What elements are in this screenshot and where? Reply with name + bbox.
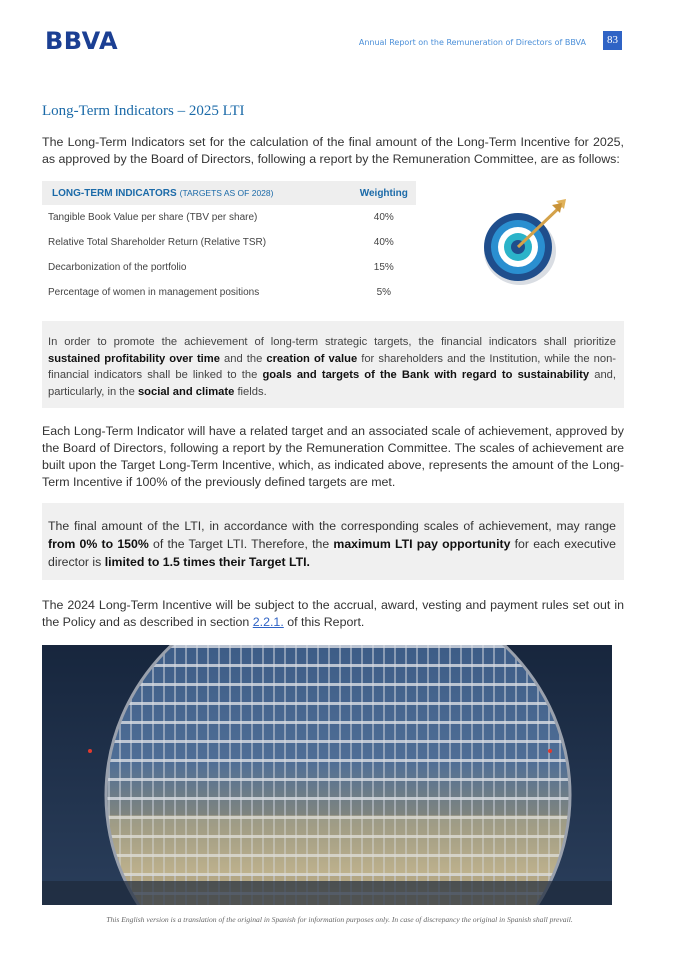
- bbva-logo: [45, 28, 125, 57]
- callout-box-lti-range: [42, 503, 624, 580]
- callout-box-strategic-targets: [42, 321, 624, 408]
- row-label: Relative Total Shareholder Return (Relative TSR): [48, 237, 267, 248]
- target-with-arrow-icon: [482, 195, 572, 290]
- table-row: [42, 280, 416, 305]
- row-label: Percentage of women in management positions: [48, 287, 260, 298]
- section-title: Long-Term Indicators – 2025 LTI: [42, 103, 245, 119]
- section-link[interactable]: 2.2.1.: [252, 615, 284, 629]
- report-title: Annual Report on the Remuneration of Directors of BBVA: [358, 38, 586, 47]
- headquarters-building-photo: [42, 645, 612, 905]
- row-weight: 40%: [373, 212, 394, 223]
- indicators-table: [42, 181, 416, 305]
- row-weight: 40%: [373, 237, 394, 248]
- row-weight: 5%: [376, 287, 392, 298]
- header-sub: (TARGETS AS OF 2028): [179, 187, 274, 198]
- table-row: [42, 255, 416, 280]
- table-row: [42, 230, 416, 255]
- table-row: [42, 205, 416, 230]
- rules-paragraph: The 2024 Long-Term Incentive will be subject to the accrual, award, vesting and payment rules set out in the Policy and as described in section 2.2.1. of this Report.: [42, 598, 624, 629]
- footer-disclaimer: This English version is a translation of the original in Spanish for information purposes only. In case of discrepancy the original in Spanish shall prevail.: [106, 915, 573, 924]
- svg-text:BBVA: BBVA: [45, 28, 119, 52]
- row-label: Decarbonization of the portfolio: [48, 262, 187, 273]
- scales-paragraph: Each Long-Term Indicator will have a related target and an associated scale of achievement, approved by the Board of Directors, following a report by the Remuneration Committee. The scales of achievement are built upon the Target Long-Term Incentive, which, as indicated above, represents the amount of the Long-Term Incentive if 100% of the previously defined targets are met.: [42, 424, 624, 489]
- header-weighting: Weighting: [352, 181, 416, 205]
- intro-paragraph: The Long-Term Indicators set for the calculation of the final amount of the Long-Term Incentive for 2025, as approved by the Board of Directors, following a report by the Remuneration Committee, are as follows:: [42, 135, 624, 166]
- header-indicators: LONG-TERM INDICATORS (TARGETS AS OF 2028): [42, 181, 352, 205]
- row-label: Tangible Book Value per share (TBV per share): [48, 212, 258, 223]
- callout-text: In order to promote the achievement of long-term strategic targets, the financial indicators shall prioritize sustained profitability over time and the creation of value for shareholders and the Institution, while the non-financial indicators shall be linked to the goals and targets of the Bank with regard to sustainability and, particularly, in the social and climate fields.: [48, 336, 617, 398]
- row-weight: 15%: [373, 262, 394, 273]
- callout-text: The final amount of the LTI, in accordance with the corresponding scales of achievement, may range from 0% to 150% of the Target LTI. Therefore, the maximum LTI pay opportunity for each executive director is limited to 1.5 times their Target LTI.: [48, 519, 617, 569]
- table-header-row: [42, 181, 416, 205]
- page-number: 83: [603, 31, 622, 50]
